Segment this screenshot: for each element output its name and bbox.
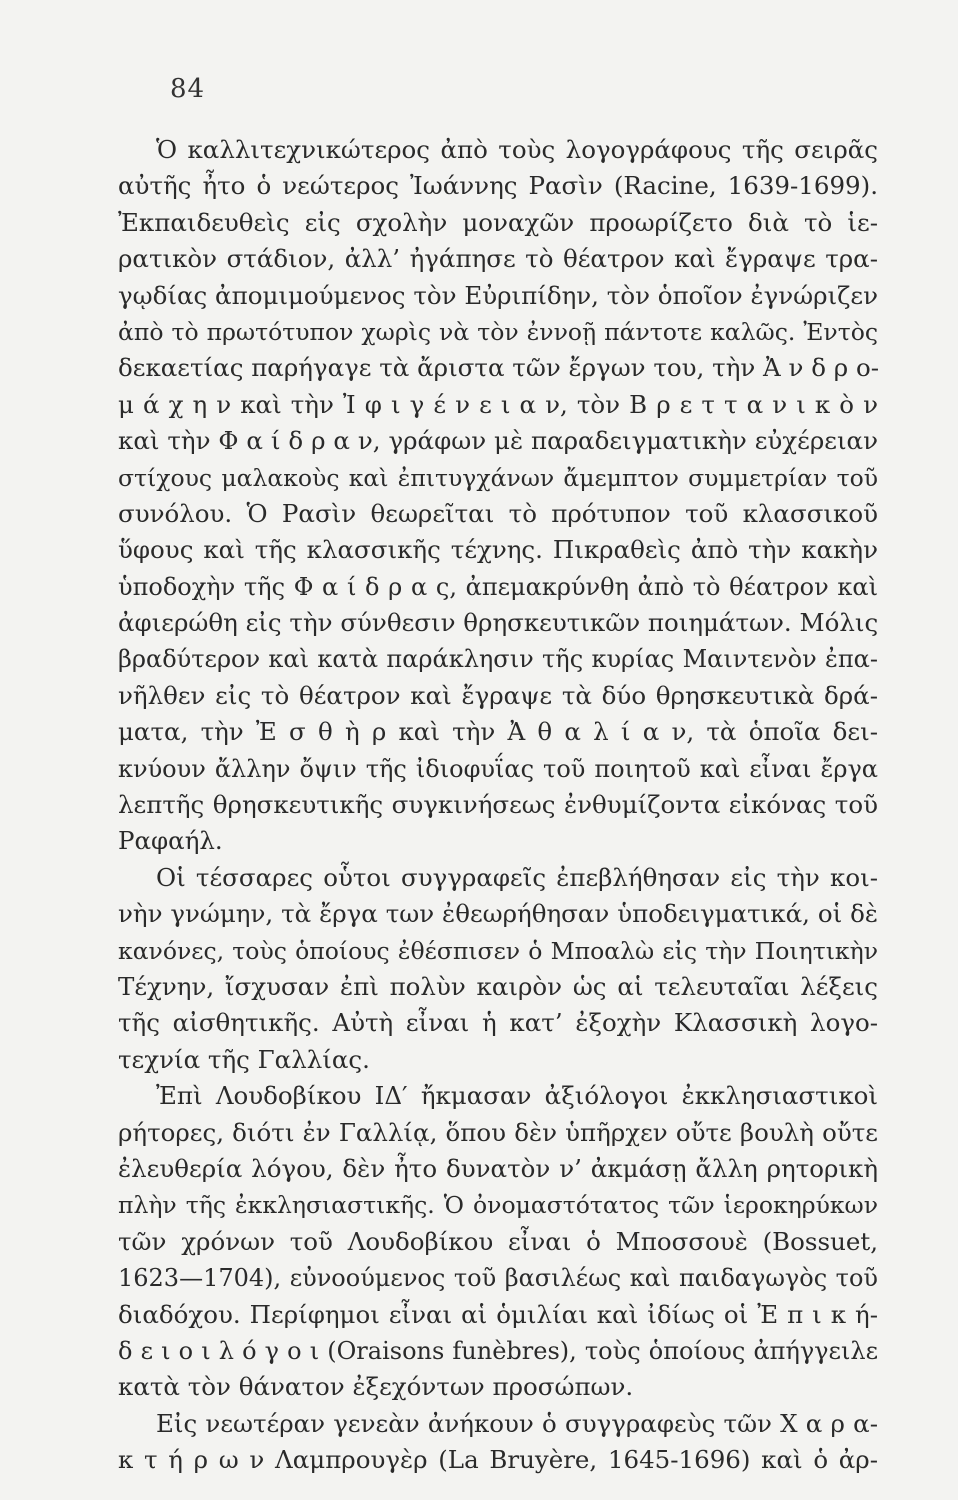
text-line: διαδόχου. Περίφημοι εἶναι αἱ ὁμιλίαι καὶ ἰδίως οἱ Ἐ π ι κ ή- — [118, 1299, 878, 1329]
text-line: τῆς αἰσθητικῆς. Αὐτὴ εἶναι ἡ κατ’ ἐξοχὴν Κλασσικὴ λογο- — [118, 1008, 878, 1038]
text-line: τῶν χρόνων τοῦ Λουδοβίκου εἶναι ὁ Μποσσουὲ (Bossuet, — [118, 1226, 878, 1256]
text-line: κανόνες, τοὺς ὁποίους ἐθέσπισεν ὁ Μποαλὼ εἰς τὴν Ποιητικὴν — [118, 936, 878, 965]
text-line: συνόλου. Ὁ Ρασὶν θεωρεῖται τὸ πρότυπον τοῦ κλασσικοῦ — [118, 498, 878, 528]
text-line: Τέχνην, ἴσχυσαν ἐπὶ πολὺν καιρὸν ὡς αἱ τελευταῖαι λέξεις — [118, 971, 878, 1001]
text-line: πλὴν τῆς ἐκκλησιαστικῆς. Ὁ ὀνομαστότατος τῶν ἱεροκηρύκων — [118, 1191, 878, 1220]
text-line: δεκαετίας παρήγαγε τὰ ἄριστα τῶν ἔργων του, τὴν Ἀ ν δ ρ ο- — [118, 353, 879, 383]
text-line: Ὁ καλλιτεχνικώτερος ἀπὸ τοὺς λογογράφους τῆς σειρᾶς — [156, 135, 878, 164]
text-line: Εἰς νεωτέραν γενεὰν ἀνήκουν ὁ συγγραφεὺς τῶν Χ α ρ α- — [156, 1408, 878, 1438]
text-line: ὕφους καὶ τῆς κλασσικῆς τέχνης. Πικραθεὶς ἀπὸ τὴν κακὴν — [118, 535, 878, 565]
text-line: λεπτῆς θρησκευτικῆς συγκινήσεως ἐνθυμίζοντα εἰκόνας τοῦ — [118, 790, 878, 820]
text-line: βραδύτερον καὶ κατὰ παράκλησιν τῆς κυρίας Μαιντενὸν ἐπα- — [118, 645, 878, 674]
text-line: στίχους μαλακοὺς καὶ ἐπιτυγχάνων ἄμεμπτον συμμετρίαν τοῦ — [118, 463, 878, 492]
text-line: κνύουν ἄλλην ὄψιν τῆς ἰδιοφυΐας τοῦ ποιητοῦ καὶ εἶναι ἔργα — [118, 754, 878, 783]
text-line: κ τ ή ρ ω ν Λαμπρουγὲρ (La Bruyère, 1645-1696) καὶ ὁ ἀρ- — [118, 1445, 878, 1475]
text-line: ἀπὸ τὸ πρωτότυπον χωρὶς νὰ τὸν ἐννοῇ πάντοτε καλῶς. Ἐντὸς — [118, 317, 878, 346]
text-line: Ἐκπαιδευθεὶς εἰς σχολὴν μοναχῶν προωρίζετο διὰ τὸ ἱε- — [118, 207, 878, 237]
text-line: ἐλευθερία λόγου, δὲν ἦτο δυνατὸν ν’ ἀκμάσῃ ἄλλη ρητορικὴ — [118, 1153, 878, 1183]
text-line: 1623—1704), εὐνοούμενος τοῦ βασιλέως καὶ παιδαγωγὸς τοῦ — [118, 1264, 878, 1293]
text-line: ρήτορες, διότι ἐν Γαλλίᾳ, ὅπου δὲν ὑπῆρχεν οὔτε βουλὴ οὔτε — [118, 1117, 878, 1147]
text-line: Ἐπὶ Λουδοβίκου ΙΔ′ ἤκμασαν ἀξιόλογοι ἐκκλησιαστικοὶ — [156, 1081, 878, 1111]
text-line: ὑποδοχὴν τῆς Φ α ί δ ρ α ς, ἀπεμακρύνθη ἀπὸ τὸ θέατρον καὶ — [118, 572, 878, 601]
text-line: καὶ τὴν Φ α ί δ ρ α ν, γράφων μὲ παραδειγματικὴν εὐχέρειαν — [118, 426, 878, 456]
text-line: ματα, τὴν Ἐ σ θ ὴ ρ καὶ τὴν Ἀ θ α λ ί α ν, τὰ ὁποῖα δει- — [118, 717, 878, 747]
text-line: Ραφαήλ. — [118, 826, 223, 856]
text-line: τεχνία τῆς Γαλλίας. — [118, 1044, 370, 1074]
text-line: νῆλθεν εἰς τὸ θέατρον καὶ ἔγραψε τὰ δύο θρησκευτικὰ δρά- — [118, 680, 878, 710]
text-line: αὐτῆς ἦτο ὁ νεώτερος Ἰωάννης Ρασὶν (Racine, 1639-1699). — [118, 171, 878, 201]
page-number: 84 — [170, 74, 206, 104]
text-line: ρατικὸν στάδιον, ἀλλ’ ἠγάπησε τὸ θέατρον καὶ ἔγραψε τρα- — [118, 244, 878, 274]
text-line: μ ά χ η ν καὶ τὴν Ἰ φ ι γ έ ν ε ι α ν, τὸν Β ρ ε τ τ α ν ι κ ὸ ν — [118, 389, 878, 419]
text-line: νὴν γνώμην, τὰ ἔργα των ἐθεωρήθησαν ὑποδειγματικά, οἱ δὲ — [118, 899, 878, 929]
body-text — [118, 132, 878, 1478]
text-line: κατὰ τὸν θάνατον ἐξεχόντων προσώπων. — [118, 1372, 634, 1402]
text-line: ἀφιερώθη εἰς τὴν σύνθεσιν θρησκευτικῶν ποιημάτων. Μόλις — [118, 608, 879, 638]
text-line: γῳδίας ἀπομιμούμενος τὸν Εὐριπίδην, τὸν ὁποῖον ἐγνώριζεν — [118, 280, 878, 310]
text-line: δ ε ι ο ι λ ό γ ο ι (Oraisons funèbres), τοὺς ὁποίους ἀπήγγειλε — [118, 1336, 878, 1365]
text-line: Οἱ τέσσαρες οὗτοι συγγραφεῖς ἐπεβλήθησαν εἰς τὴν κοι- — [156, 862, 878, 892]
